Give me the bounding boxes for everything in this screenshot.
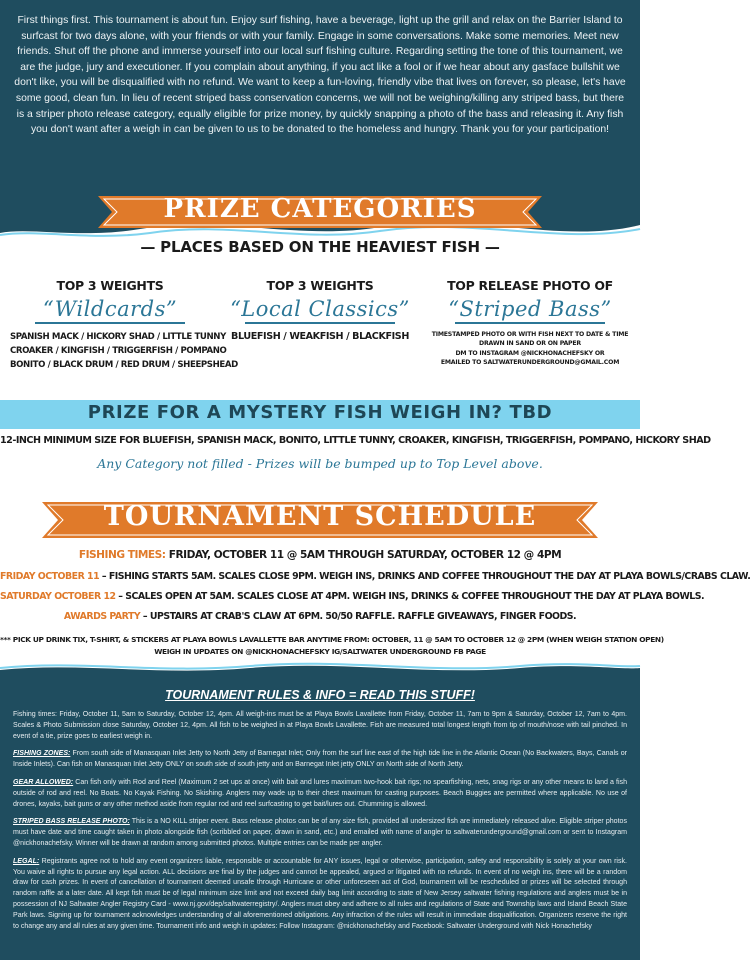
category-title: “Striped Bass” [448, 297, 612, 321]
category-wildcards [10, 278, 238, 373]
category-title: “Local Classics” [230, 297, 410, 321]
any-category-note: Any Category not filled - Prizes will be bumped up to Top Level above. [97, 456, 543, 471]
awards-label: AWARDS PARTY [63, 611, 143, 622]
prize-banner-title: PRIZE CATEGORIES [163, 194, 477, 224]
gear-label: GEAR ALLOWED: [13, 778, 74, 786]
intro-section [0, 0, 640, 220]
friday-text: – FISHING STARTS 5AM. SCALES CLOSE 9PM. WEIGH INS, DRINKS AND COFFEE THROUGHOUT THE DAY AT PLAYA BOWLS/CRABS CLAW. [101, 571, 750, 582]
category-line: DM TO INSTAGRAM @NICKHONACHEFSKY OR [455, 349, 605, 357]
mystery-fish-title: PRIZE FOR A MYSTERY FISH WEIGH IN? TBD [87, 402, 553, 423]
category-line: DRAWN IN SAND OR ON PAPER [479, 340, 581, 348]
saturday-label: SATURDAY OCTOBER 12 [0, 591, 119, 602]
weigh-in-updates: WEIGH IN UPDATES ON @NICKHONACHEFSKY IG/SALTWATER UNDERGROUND FB PAGE [154, 647, 486, 656]
category-line: BONITO / BLACK DRUM / RED DRUM / SHEEPSHEAD [10, 360, 238, 371]
fishing-times [0, 549, 640, 561]
prize-subtitle: — PLACES BASED ON THE HEAVIEST FISH — [140, 238, 500, 256]
zones-label: FISHING ZONES: [13, 750, 71, 758]
category-underline [245, 322, 395, 324]
friday-schedule [0, 571, 750, 582]
rules-times: Fishing times: Friday, October 11, 5am to Saturday, October 12, 4pm. All weigh-ins must be at Playa Bowls Lavallette from Friday, October 11, 7am to 9pm & Saturday, October 12, 7am to 4pm. Scales & Photo Submission close Saturday, October 12, 4pm. All fish to be weighed in at Playa Bowls Lavallette. Fish are measured total longest length from tip of mouth/nose with tail pinched. In event of a tie, prize goes to earliest weigh in. [13, 711, 627, 740]
striped-label: STRIPED BASS RELEASE PHOTO: [13, 818, 130, 826]
legal-label: LEGAL: [13, 857, 40, 865]
rules-zones [13, 749, 627, 771]
category-heading: TOP 3 WEIGHTS [266, 278, 374, 293]
category-line: TIMESTAMPED PHOTO OR WITH FISH NEXT TO DATE & TIME [431, 331, 629, 338]
category-line: CROAKER / KINGFISH / TRIGGERFISH / POMPANO [10, 346, 227, 357]
category-underline [455, 322, 605, 324]
category-heading: TOP 3 WEIGHTS [56, 278, 164, 293]
striped-text: This is a NO KILL striper event. Bass release photos can be of any size fish, provided all undersized fish are immediately released alive. Eligible striper photos must have date and time caught taken in photo alongside fish (scribbled on paper, drawn in sand, etc.) and emailed with name of angler to saltwaterunderground@gmail.com or sent to Instagram @nickhonachefsky. Winner will be drawn at random among submitted photos. Multiple entries can be made per angler. [13, 818, 627, 847]
category-striped-bass [430, 278, 630, 368]
schedule-banner-title: TOURNAMENT SCHEDULE [103, 501, 537, 532]
category-underline [35, 322, 185, 324]
saturday-text: – SCALES OPEN AT 5AM. SCALES CLOSE AT 4PM. WEIGH INS, DRINKS & COFFEE THROUGHOUT THE DAY AT PLAYA BOWLS. [118, 591, 705, 602]
zones-text: From south side of Manasquan Inlet Jetty to North Jetty of Barnegat Inlet; Only from the surf line east of the high tide line in the Atlantic Ocean (No Backwaters, Bays, Canals or Inside Inlets). Can fish on Manasquan Inlet Jetty ONLY on south side of south jetty and on Barnegat Inlet jetty ONLY on North side of North Jetty. [13, 750, 627, 769]
fishing-times-label: FISHING TIMES: [78, 549, 166, 561]
legal-text: Registrants agree not to hold any event organizers liable, responsible or accountable for ANY issues, legal or otherwise, participation, safety and responsibility is solely at your own risk. You waive all rights to pursue any legal action. ALL decisions are final by the judges and cannot be appealed, argued or litigated with no refunds. In event of no weigh ins, there will be a random draw for cash prizes. In event of cancellation of tournament deemed unsafe through Hurricane or other unforeseen act of God, tournament will be rescheduled or prizes will be selected through random raffle at a later date. All kept fish must be of legal minimum size limit and not exceed daily bag limit according to state of New Jersey saltwater fishing regulations and anglers must be in possession of NJ Saltwater Angler Registry Card - www.nj.gov/dep/saltwaterregistry/. Anglers must obey and adhere to all rules and regulations of State and Township laws and Island Beach State Park laws. Signing up for tournament acknowledges understanding of all aforementioned obligations. Any infraction of the rules will result in immediate disqualification. Organizers reserve the right to change any and all rules at any given time. Tournament info and weigh in updates: Follow Instagram: @nickhonachefsky and Facebook: Saltwater Underground with Nick Honachefsky [13, 857, 627, 930]
intro-text: First things first. This tournament is about fun. Enjoy surf fishing, have a beverage, light up the grill and relax on the Barrier Island to surfcast for two days alone, with your friends or with your family. Engage in some conversations. Make some memories. Meet new friends. Shut off the phone and immerse yourself into our local surf fishing culture. Regarding setting the tone of this tournament, we are the judge, jury and executioner. If you complain about anything, if you act like a fool or if we hear about any gasface bullshit we don't like, you will be disqualified with no refund. We want to keep a fun-loving, friendly vibe that lives on forever, so please, let's have some good, clean fun. In lieu of recent striped bass conservation concerns, we will not be weighing/killing any striped bass, but there is a striper photo release category, equally eligible for prize money, by quickly snapping a photo of the bass and releasing it. Any fish you don't want after a weigh in can be given to us to be donated to the homeless and hungry. Thank you for your participation! [14, 15, 626, 136]
category-title: “Wildcards” [42, 297, 178, 321]
pickup-note: *** PICK UP DRINK TIX, T-SHIRT, & STICKERS AT PLAYA BOWLS LAVALLETTE BAR ANYTIME FROM: OCTOBER, 11 @ 5AM TO OCTOBER 12 @ 2PM (WHEN WEIGH STATION OPEN) [0, 635, 664, 644]
category-line: SPANISH MACK / HICKORY SHAD / LITTLE TUNNY [10, 332, 226, 342]
rules-body [13, 710, 627, 939]
gear-text: Can fish only with Rod and Reel (Maximum 2 set ups at once) with bait and lures maximum two-hook bait rigs; no spearfishing, nets, snag rigs or any other means to land a fish outside of rod and reel. No Boats. No Kayak Fishing. No Skishing. Anglers may wade up to their chest maximum for casting purposes. Beach Buggies are permitted where applicable. No use of drones, kayaks, bait guns or any other method aside from regular rod and reel surfcasting to get bait/lures out. Chumming is allowed. [13, 778, 627, 808]
minimum-size-note: 12-INCH MINIMUM SIZE FOR BLUEFISH, SPANISH MACK, BONITO, LITTLE TUNNY, CROAKER, KINGFISH, TRIGGERFISH, POMPANO, HICKORY SHAD [0, 435, 711, 446]
category-local-classics [220, 278, 420, 344]
awards-text: – UPSTAIRS AT CRAB'S CLAW AT 6PM. 50/50 RAFFLE. RAFFLE GIVEAWAYS, FINGER FOODS. [142, 611, 577, 622]
awards-party [0, 611, 640, 622]
category-heading: TOP RELEASE PHOTO OF [447, 278, 613, 293]
saturday-schedule [0, 591, 705, 602]
rules-gear [13, 778, 627, 810]
rules-legal [13, 857, 627, 933]
rules-striped-bass [13, 817, 627, 849]
category-line: EMAILED TO SALTWATERUNDERGROUND@GMAIL.COM [440, 359, 620, 367]
fishing-times-text: FRIDAY, OCTOBER 11 @ 5AM THROUGH SATURDAY, OCTOBER 12 @ 4PM [165, 549, 562, 561]
category-line: BLUEFISH / WEAKFISH / BLACKFISH [231, 331, 409, 342]
friday-label: FRIDAY OCTOBER 11 [0, 571, 102, 582]
rules-title: TOURNAMENT RULES & INFO = READ THIS STUFF! [165, 688, 475, 702]
